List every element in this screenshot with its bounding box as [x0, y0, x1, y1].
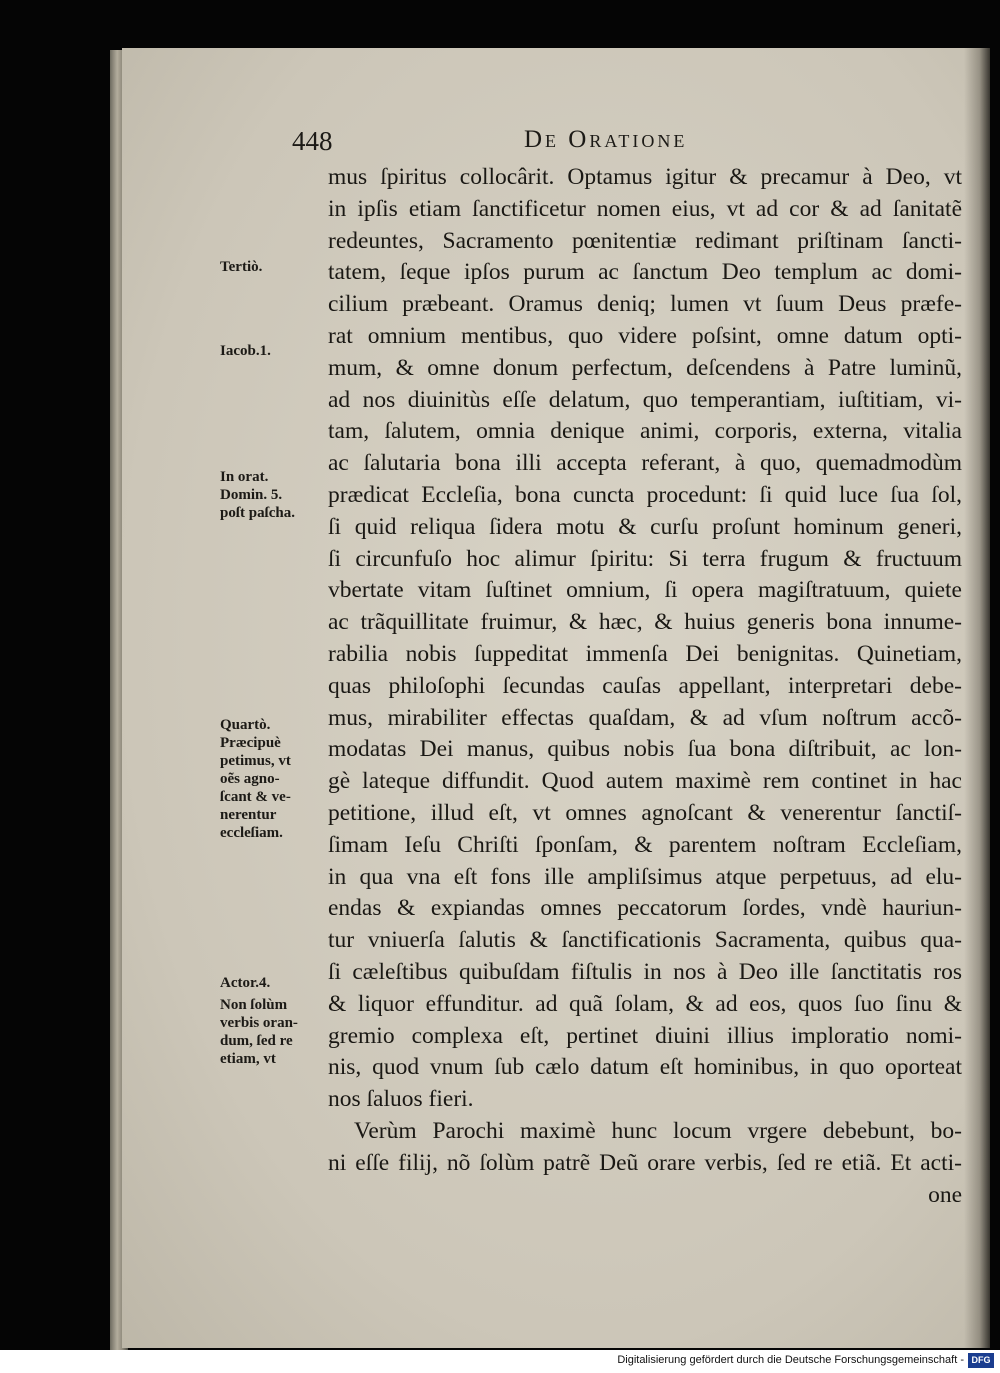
page-gutter-shadow	[964, 48, 990, 1348]
margin-note-line: nerentur	[220, 807, 277, 823]
text-line: nis, quod vnum ſub cælo datum eſt hominibus, in quo oporteat	[328, 1054, 962, 1081]
text-line: rat omnium mentibus, quo videre poſsint, omne datum opti-	[328, 322, 962, 349]
margin-note-line: dum, ſed re	[220, 1033, 293, 1049]
text-line: mum, & omne donum perfectum, deſcendens à Patre luminũ,	[328, 354, 962, 381]
text-line: vbertate vitam ſuſtinet omnium, ſi opera magiſtratuum, quiete	[328, 577, 962, 604]
text-line: mus, mirabiliter effectas quaſdam, & ad vſum noſtrum accõ-	[328, 704, 962, 731]
text-line: cilium præbeant. Oramus deniq; lumen vt ſuum Deus præfe-	[328, 291, 962, 318]
margin-note-line: In orat.	[220, 469, 269, 485]
text-line: ac ſalutaria bona illi accepta referant, à quo, quemadmodùm	[328, 450, 962, 477]
dfg-logo: DFG	[968, 1353, 994, 1368]
margin-note-line: Præcipuè	[220, 735, 281, 751]
running-title: De Oratione	[524, 126, 688, 153]
text-line: mus ſpiritus collocârit. Optamus igitur & precamur à Deo, vt	[328, 164, 962, 190]
margin-note-line: petimus, vt	[220, 753, 291, 769]
margin-note-in-orat	[220, 468, 295, 522]
margin-note-line: Quartò.	[220, 717, 271, 733]
page-number: 448	[292, 126, 333, 156]
running-head	[122, 126, 990, 166]
text-line: tatem, ſeque ipſos purum ac ſanctum Deo templum ac domi-	[328, 259, 962, 286]
footer-bar	[0, 1350, 1000, 1373]
book-page	[122, 48, 990, 1348]
text-line: ni eſſe filij, nõ ſolùm patrẽ Deũ orare verbis, ſed re etiã. Et acti-	[328, 1149, 962, 1176]
text-line: Verùm Parochi maximè hunc locum vrgere debebunt, bo-	[354, 1117, 962, 1144]
text-line: redeuntes, Sacramento pœnitentiæ redimant priſtinam ſancti-	[328, 227, 962, 254]
text-line: tam, ſalutem, omnia denique animi, corporis, externa, vitalia	[328, 418, 962, 445]
margin-note-non-solum	[220, 996, 298, 1068]
text-line: gremio complexa eſt, pertinet diuini illius imploratio nomi-	[328, 1022, 962, 1049]
text-line: & liquor effunditur. ad quã ſolam, & ad eos, quos ſuo ſinu &	[328, 990, 962, 1017]
text-line: petitione, illud eſt, vt omnes agnoſcant & venerentur ſanctiſ-	[328, 799, 962, 826]
margin-note-actor: Actor.4.	[220, 975, 271, 991]
margin-note-line: poſt paſcha.	[220, 505, 296, 521]
margin-note-tertio: Tertiò.	[220, 259, 263, 275]
text-line: ſi cæleſtibus quibuſdam fiſtulis in nos à Deo ille ſanctitatis ros	[328, 958, 962, 985]
text-line: ſimam Ieſu Chriſti ſponſam, & parentem noſtram Eccleſiam,	[328, 831, 962, 858]
text-line: ad nos diuinitùs eſſe delatum, quo temperantiam, iuſtitiam, vi-	[328, 386, 962, 413]
margin-note-line: eccleſiam.	[220, 825, 283, 841]
text-line: prædicat Eccleſia, bona cuncta procedunt: ſi quid luce ſua ſol,	[328, 481, 962, 508]
margin-note-line: Domin. 5.	[220, 487, 283, 503]
text-line: in ipſis etiam ſanctificetur nomen eius, vt ad cor & ad ſanitatẽ	[328, 195, 962, 222]
text-line: endas & expiandas omnes peccatorum ſordes, vndè hauriun-	[328, 895, 962, 922]
text-line: rabilia nobis ſuppeditat immenſa Dei benignitas. Quinetiam,	[328, 640, 962, 667]
text-line: ſi quid reliqua ſidera motu & curſu proſunt hominum generi,	[328, 513, 962, 540]
margin-note-line: Non ſolùm	[220, 997, 288, 1013]
text-line: ſi circunfuſo hoc alimur ſpiritu: Si terra frugum & fructuum	[328, 545, 962, 572]
text-line: nos ſaluos fieri.	[328, 1086, 474, 1113]
footer-credit: Digitalisierung gefördert durch die Deutsche Forschungsgemeinschaft -	[617, 1354, 964, 1366]
text-line: in qua vna eſt fons ille ampliſsimus atque perpetuus, ad elu-	[328, 863, 962, 890]
text-line: ac trãquillitate fruimur, & hæc, & huius generis bona innume-	[328, 609, 962, 636]
margin-note-line: verbis oran-	[220, 1015, 298, 1031]
text-line: modatas Dei manus, quibus nobis ſua bona diſtribuit, ac lon-	[328, 736, 962, 763]
margin-note-iacob: Iacob.1.	[220, 343, 271, 359]
margin-note-line: oẽs agno-	[220, 771, 280, 787]
margin-note-quarto	[220, 716, 291, 842]
margin-note-line: etiam, vt	[220, 1051, 276, 1067]
text-line: tur vniuerſa ſalutis & ſanctificationis Sacramenta, quibus qua-	[328, 927, 962, 954]
catchword: one	[928, 1181, 962, 1208]
margin-note-line: ſcant & ve-	[220, 789, 291, 805]
text-line: quas philoſophi ſecundas cauſas appellant, interpretari debe-	[328, 672, 962, 699]
body-text	[328, 162, 962, 1211]
text-line: gè lateque diffundit. Quod autem maximè rem continet in hac	[328, 768, 962, 795]
